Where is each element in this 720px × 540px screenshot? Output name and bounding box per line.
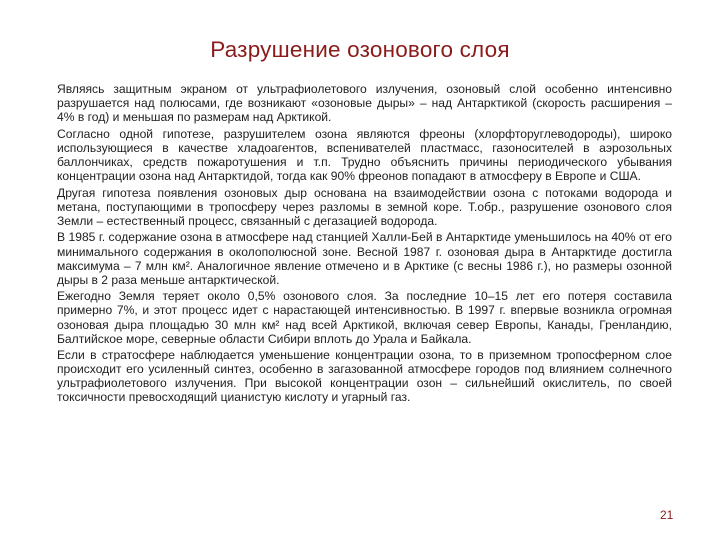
- paragraph-hydrogen-hypothesis: Другая гипотеза появления озоновых дыр основана на взаимодействии озона с потоками водорода и метана, поступающими в тропосферу через разломы в земной коре. Т.обр., разрушение озонового слоя Земли – естественный процесс, связанный с дегазацией водорода.: [57, 185, 672, 228]
- paragraph-freon-hypothesis: Согласно одной гипотезе, разрушителем озона являются фреоны (хлорфторуглеводороды), широко использующиеся в качестве хладоагентов, вспенивателей пластмасс, газоносителей в аэрозольных баллончиках, средств пожаротушения и т.п. Трудно объяснить причины периодического убывания концентрации озона над Антарктидой, тогда как 90% фреонов попадают в атмосферу в Европе и США.: [57, 126, 672, 184]
- paragraph-halley-bay-1985: В 1985 г. содержание озона в атмосфере над станцией Халли-Бей в Антарктиде уменьшилось на 40% от его минимального содержания в околополюсной зоне. Весной 1987 г. озоновая дыра в Антарктиде достигла максимума – 7 млн км². Аналогичное явление отмечено и в Арктике (с весны 1986 г.), но размеры озонной дыры в 2 раза меньше антарктической.: [57, 230, 672, 287]
- slide-title: Разрушение озонового слоя: [210, 37, 510, 62]
- paragraph-tropospheric-ozone: Если в стратосфере наблюдается уменьшение концентрации озона, то в приземном тропосферном слое происходит его усиленный синтез, особенно в загазованной атмосфере городов под влиянием солнечного ультрафиолетового излучения. При высокой концентрации озон – сильнейший окислитель, по своей токсичности превосходящий цианистую кислоту и угарный газ.: [57, 348, 672, 405]
- paragraph-annual-ozone-loss: Ежегодно Земля теряет около 0,5% озонового слоя. За последние 10–15 лет его потеря составила примерно 7%, и этот процесс идет с нарастающей интенсивностью. В 1997 г. впервые возникла огромная озоновая дыра площадью 30 млн км² над всей Арктикой, включая север Европы, Канады, Гренландию, Балтийское море, северные области Сибири вплоть до Урала и Байкала.: [57, 289, 672, 346]
- page-number: 21: [660, 508, 674, 522]
- slide-body: [57, 82, 672, 407]
- paragraph-antarctic-ozone-hole: Являясь защитным экраном от ультрафиолетового излучения, озоновый слой особенно интенсивно разрушается над полюсами, где возникают «озоновые дыры» – над Антарктикой (скорость расширения – 4% в год) и меньшая по размерам над Арктикой.: [57, 82, 672, 125]
